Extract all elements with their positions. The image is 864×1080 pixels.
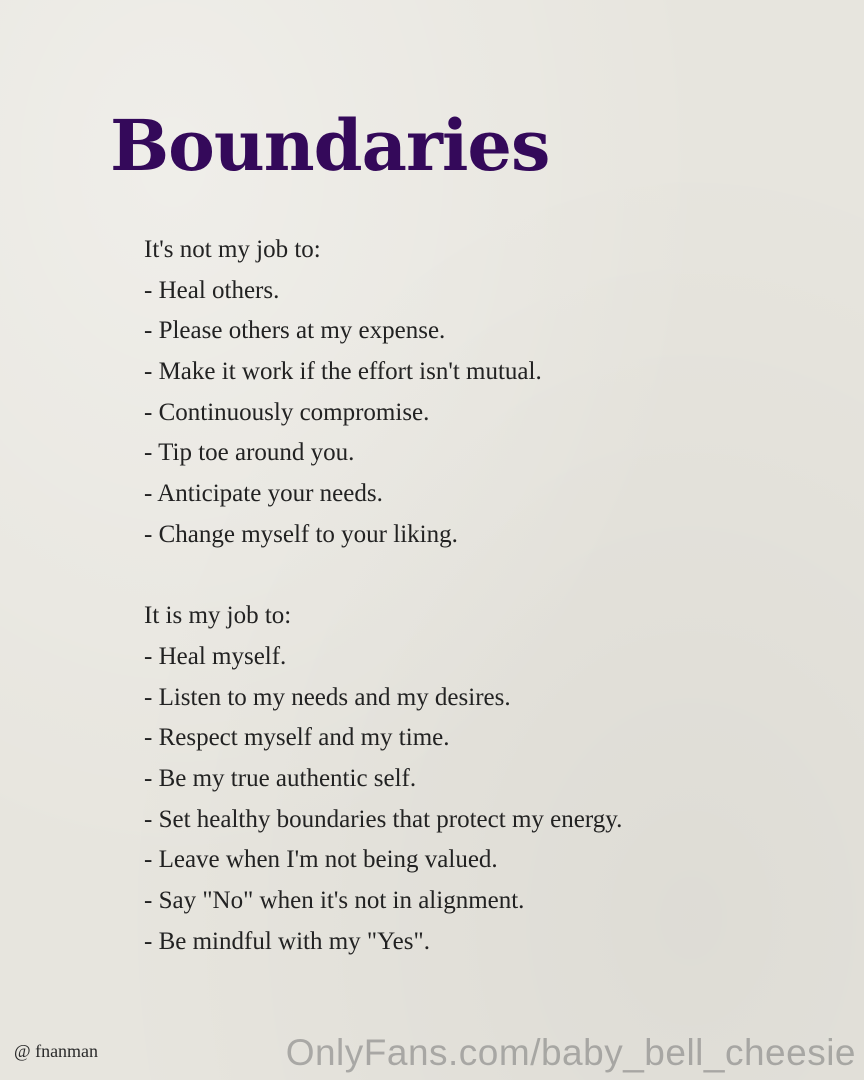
list-item: - Heal myself. bbox=[144, 642, 287, 670]
page-title: Boundaries bbox=[110, 104, 550, 187]
section-spacer bbox=[144, 556, 622, 597]
list-item: - Make it work if the effort isn't mutual. bbox=[144, 358, 542, 386]
list-item: - Tip toe around you. bbox=[144, 439, 355, 467]
list-item: - Be mindful with my "Yes". bbox=[144, 927, 430, 955]
list-item: - Set healthy boundaries that protect my energy. bbox=[144, 805, 623, 833]
section-heading-is: It is my job to: bbox=[144, 602, 292, 630]
list-item: - Please others at my expense. bbox=[144, 317, 446, 345]
list-item: - Anticipate your needs. bbox=[144, 480, 383, 508]
list-item: - Listen to my needs and my desires. bbox=[144, 683, 511, 711]
content-body bbox=[144, 230, 622, 962]
list-item: - Say "No" when it's not in alignment. bbox=[144, 887, 525, 914]
section-heading-not: It's not my job to: bbox=[144, 236, 321, 263]
list-item: - Heal others. bbox=[144, 276, 280, 304]
list-item: - Change myself to your liking. bbox=[144, 520, 458, 548]
watermark-text: OnlyFans.com/baby_bell_cheesie bbox=[285, 1032, 856, 1073]
list-item: - Leave when I'm not being valued. bbox=[144, 846, 498, 874]
list-item: - Respect myself and my time. bbox=[144, 724, 450, 752]
list-item: - Continuously compromise. bbox=[144, 398, 430, 426]
author-handle: @ fnanman bbox=[14, 1041, 99, 1061]
list-item: - Be my true authentic self. bbox=[144, 764, 417, 792]
